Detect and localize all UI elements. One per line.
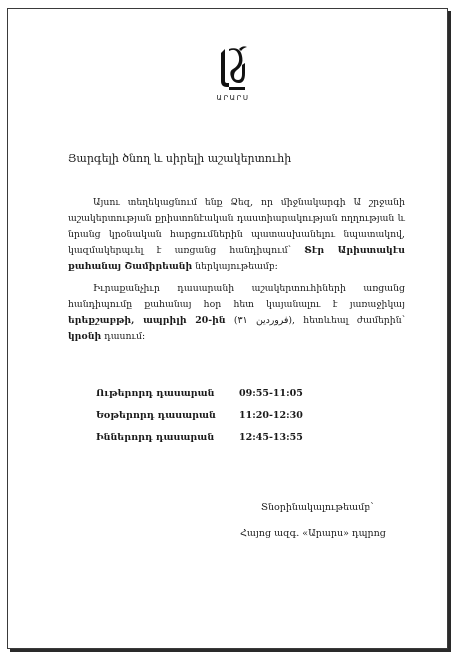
schedule-time: 12:45-13:55 xyxy=(239,431,303,443)
meeting-date: երեքշաբթի, ապրիլի 20-ին xyxy=(68,315,226,326)
paragraph-1-end: ներկայութեամբ։ xyxy=(192,261,278,272)
paragraph-2-text-a: Իւրաքանչիւր դասարանի աշակերտուհիների առցանց հանդիպումը քահանայ հօր հետ կայանալու է յառաջիկայ xyxy=(68,283,405,310)
document-page xyxy=(7,8,448,649)
schedule-row xyxy=(96,382,303,404)
priest-name: Տէր Արիստակէս քահանայ Շամիրեանի xyxy=(68,245,405,272)
schedule-table xyxy=(96,382,303,448)
paragraph-2-text-b: (۳۱ فروردین), հետևեալ ժամերին՝ xyxy=(225,315,405,326)
school-logo xyxy=(211,43,255,109)
schedule-row xyxy=(96,426,303,448)
schedule-time: 09:55-11:05 xyxy=(239,387,303,399)
schedule-period: Եօթերորդ դասարան xyxy=(96,409,216,421)
letter-paragraph-2 xyxy=(68,281,405,345)
schedule-row xyxy=(96,404,303,426)
schedule-time: 11:20-12:30 xyxy=(239,409,303,421)
school-logo-icon xyxy=(215,43,251,93)
letter-paragraph-1 xyxy=(68,195,405,275)
letter-greeting: Յարգելի ծնող և սիրելի աշակերտուհի xyxy=(68,152,292,165)
schedule-period: Ութերորդ դասարան xyxy=(96,387,215,399)
signature-line-2: Հայոց ազգ. «Արարս» դպրոց xyxy=(240,528,386,539)
schedule-period: Իններորդ դասարան xyxy=(96,431,215,443)
paragraph-1-text: Այսու տեղեկացնում ենք Ձեզ, որ միջնակարգի Ա շրջանի աշակերտության քրիստոնէական դաստիարակության ողղության և նրանց կրօնական հարցումներին պատասխանելու նպատակով, կազմակերպւել է առցանց հանդիպում՝ xyxy=(68,197,405,256)
signature-line-1: Տնօրինակալութեամբ՝ xyxy=(261,502,374,513)
lesson-name: կրօնի xyxy=(68,331,102,342)
paragraph-2-text-c: դասում։ xyxy=(101,331,146,342)
school-logo-text: ԱՐԱՐՍ xyxy=(216,94,250,102)
